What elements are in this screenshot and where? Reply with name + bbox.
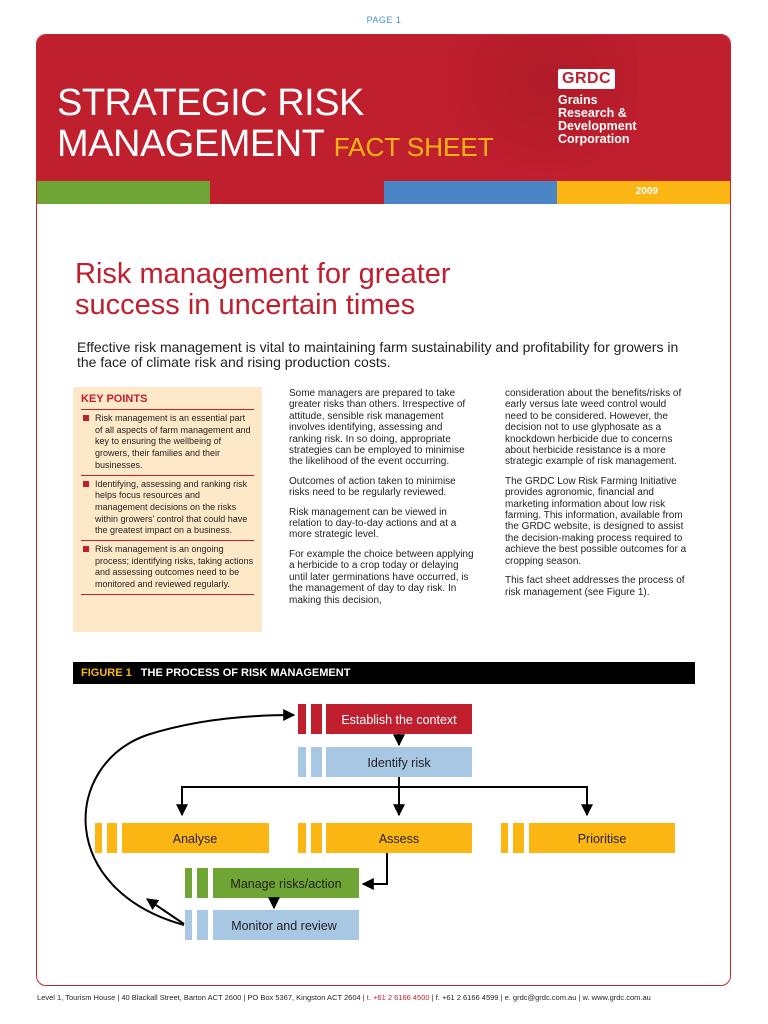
color-strip-blue: [384, 181, 557, 204]
arrow-identify-analyse: [182, 777, 399, 815]
footer: [37, 993, 737, 1002]
bullet-square-icon: [83, 481, 89, 487]
color-strip-red: [210, 181, 384, 204]
arrow-loop-start: [147, 899, 184, 924]
bullet-square-icon: [83, 415, 89, 421]
analyse-tab-2: [107, 823, 117, 853]
manage-tab-2: [197, 868, 208, 898]
body-paragraph: Risk management can be viewed in relation to day-to-day actions and at a more strategic level.: [289, 506, 457, 541]
key-points-box: [73, 387, 262, 632]
year-label: 2009: [635, 186, 658, 197]
key-point-text: Risk management is an essential part of all aspects of farm management and key to ensuring the wellbeing of growers, their families and their businesses.: [95, 413, 251, 470]
logo-name-line: Development: [558, 119, 637, 133]
headline-line-1: Risk management for greater: [75, 258, 451, 290]
monitor-tab-2: [197, 910, 208, 940]
body-paragraph: This fact sheet addresses the process of risk management (see Figure 1).: [505, 575, 685, 598]
assess-label: Assess: [378, 832, 420, 846]
prioritise-tab-2: [513, 823, 524, 853]
prioritise-tab-1: [501, 823, 508, 853]
intro-paragraph: Effective risk management is vital to maintaining farm sustainability and profitability for growers in the face of climate risk and rising production costs.: [77, 339, 679, 370]
body-paragraph: Outcomes of action taken to minimise risks need to be regularly reviewed.: [289, 475, 456, 499]
key-point-text: Identifying, assessing and ranking risk helps focus resources and management decisions on the risks within growers' control that could have the greatest impact on a business.: [95, 478, 248, 536]
footer-contact: | f. +61 2 6166 4599 | e. grdc@grdc.com.au | w. www.grdc.com.au: [431, 993, 651, 1002]
logo-name-line: Research &: [558, 106, 627, 120]
key-points-title: KEY POINTS: [81, 393, 254, 410]
logo-name-line: Grains: [558, 93, 598, 107]
fact-sheet-label: FACT SHEET: [333, 132, 494, 162]
headline: [75, 259, 451, 321]
body-column-1: [289, 388, 475, 614]
body-paragraph: consideration about the benefits/risks of early versus late weed control would need to be considered. However, the decision not to use glyphosate as a knockdown herbicide due to concerns about herbicide resistance is a more strategic example of risk management.: [505, 388, 682, 468]
color-strip-green: [37, 181, 210, 204]
body-paragraph: The GRDC Low Risk Farming Initiative provides agronomic, financial and marketing information about low risk farming. This information, available from the GRDC website, is designed to assist the decision-making process required to achieve the best possible outcomes for a cropping season.: [505, 475, 687, 567]
figure-title: THE PROCESS OF RISK MANAGEMENT: [140, 667, 351, 679]
arrow-identify-prioritise: [399, 787, 587, 815]
manage-tab-1: [185, 868, 192, 898]
logo-abbrev: GRDC: [558, 69, 615, 89]
establish-tab-2: [311, 704, 322, 734]
grdc-logo: [558, 69, 637, 146]
bullet-square-icon: [83, 546, 89, 552]
body-paragraph: Some managers are prepared to take greater risks than others. Irrespective of attitude, sensible risk management involves identifying, assessing and ranking risk. In so doing, appropriate strategies can be employed to minimise the likelihood of the event occurring.: [289, 388, 466, 468]
body-column-2: [505, 388, 691, 606]
key-point-item: [81, 410, 254, 476]
prioritise-label: Prioritise: [577, 832, 627, 846]
manage-risks-label: Manage risks/action: [230, 877, 342, 891]
identify-tab-2: [311, 747, 322, 777]
page-label: PAGE 1: [366, 15, 402, 25]
body-paragraph: For example the choice between applying a herbicide to a crop today or delaying until later germinations have occurred, is the management of day to day risk. In making this decision,: [289, 548, 474, 606]
establish-context-label: Establish the context: [341, 713, 457, 727]
logo-name: [558, 94, 637, 146]
analyse-tab-1: [95, 823, 102, 853]
footer-phone: t. +61 2 6166 4500: [366, 993, 430, 1002]
key-point-item: [81, 541, 254, 595]
monitor-tab-1: [185, 910, 192, 940]
key-point-item: [81, 476, 254, 542]
title-line-2: MANAGEMENT: [57, 123, 324, 165]
identify-tab-1: [298, 747, 306, 777]
header-banner: [37, 35, 730, 181]
headline-line-2: success in uncertain times: [75, 289, 416, 321]
monitor-review-label: Monitor and review: [231, 919, 337, 933]
logo-name-line: Corporation: [558, 132, 630, 146]
identify-risk-label: Identify risk: [367, 756, 431, 770]
color-strip-yellow: [557, 181, 731, 204]
figure-number: FIGURE 1: [81, 667, 132, 679]
risk-process-diagram: [37, 675, 731, 975]
analyse-label: Analyse: [172, 832, 218, 846]
fact-sheet-frame: [36, 34, 731, 986]
assess-tab-2: [311, 823, 322, 853]
footer-address: Level 1, Tourism House | 40 Blackall Street, Barton ACT 2600 | PO Box 5367, Kingston ACT 2604 |: [37, 993, 365, 1002]
page-title: [57, 83, 494, 168]
key-point-text: Risk management is an ongoing process; identifying risks, taking actions and assessing outcomes need to be monitored and reviewed regularly.: [95, 544, 254, 590]
establish-tab-1: [298, 704, 306, 734]
assess-tab-1: [298, 823, 306, 853]
arrow-assess-manage: [363, 853, 387, 884]
title-line-1: STRATEGIC RISK: [57, 82, 364, 124]
